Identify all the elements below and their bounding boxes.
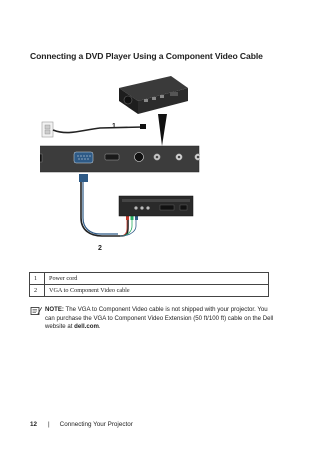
table-row [30,285,269,297]
power-plug [140,124,146,129]
callout-2: 2 [98,245,102,252]
legend-number: 1 [30,273,45,285]
note-body: The VGA to Component Video cable is not shipped with your projector. You can purchase the VGA to Component Video Extension (50 ft/100 ft) cable on the Dell website at [45,306,274,331]
note-label: NOTE: [45,306,64,313]
callout-1: 1 [112,123,116,130]
table-row [30,273,269,285]
wall-outlet-illustration [42,122,53,137]
note-text [45,306,277,332]
legend-table [29,272,269,297]
legend-label: Power cord [45,273,269,285]
projector-rear-panel [40,146,200,172]
dvd-player-illustration [119,196,193,216]
page-number: 12 [30,421,38,428]
footer-separator: | [48,421,50,428]
legend-number: 2 [30,285,45,297]
page-footer [30,421,133,428]
section-title: Connecting Your Projector [59,421,133,428]
power-cord [53,127,143,133]
legend-label: VGA to Component Video cable [45,285,269,297]
dell-link[interactable]: dell.com [74,323,99,331]
zoom-pointer [158,114,167,146]
note-end: . [98,323,101,331]
projector-illustration [119,76,188,114]
connection-diagram [40,68,200,258]
page-title: Connecting a DVD Player Using a Component Video Cable [30,51,263,61]
note-icon [30,306,42,316]
